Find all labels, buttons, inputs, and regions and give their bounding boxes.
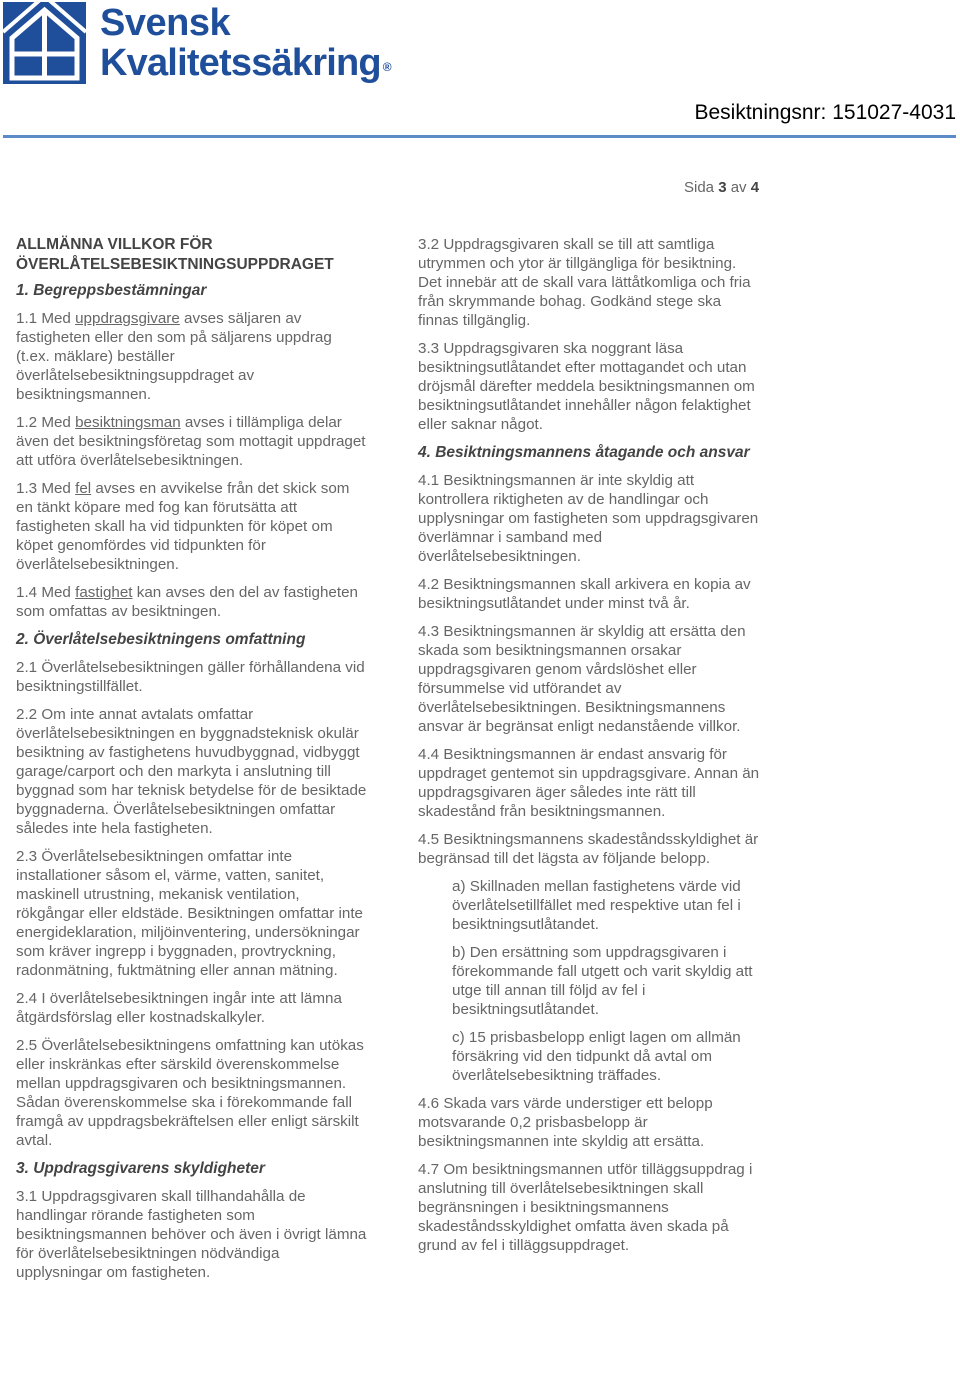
page-current: 3 <box>718 179 727 196</box>
clause-text: avses säljaren av fastigheten eller den som på säljarens uppdrag (t.ex. mäklare) beställer överlåtelsebesiktningsuppdraget av besiktningsmannen. <box>16 310 332 403</box>
clause-text: 1.3 Med <box>16 480 76 497</box>
clause-3-1: 3.1 Uppdragsgivaren skall tillhandahålla de handlingar rörande fastigheten som besiktningsmannen behöver och även i övrigt lämna för överlåtelsebesiktningen nödvändiga upplysningar om fastigheten. <box>16 1188 367 1281</box>
term: uppdragsgivare <box>75 310 180 327</box>
clause-text: avses en avvikelse från det skick som en tänkt köpare med fog kan förutsätta att fastigheten skall ha vid tidpunkten för köpet om köpet genomfördes vid tidpunkten för överlåtelsebesiktningen. <box>16 480 350 573</box>
clause-4-2: 4.2 Besiktningsmannen skall arkivera en kopia av besiktningsutlåtandet under minst två år. <box>418 576 751 612</box>
clause-4-5: 4.5 Besiktningsmannens skadeståndsskyldighet är begränsad till det lägsta av följande belopp. <box>418 831 759 867</box>
clause-text: 1.4 Med <box>16 584 76 601</box>
section-heading-3: 3. Uppdragsgivarens skyldigheter <box>16 1160 265 1177</box>
clause-3-3: 3.3 Uppdragsgivaren ska noggrant läsa besiktningsutlåtandet efter mottagandet och utan dröjsmål därefter meddela besiktningsmannen om besiktningsutlåtandet innehåller någon felaktighet eller saknar något. <box>418 340 755 433</box>
clause-1-2 <box>16 413 368 470</box>
term: besiktningsman <box>75 414 181 431</box>
clause-1-3 <box>16 479 368 574</box>
page-sep: av <box>730 179 747 196</box>
document-title: ALLMÄNNA VILLKOR FÖR ÖVERLÅTELSEBESIKTNINGSUPPDRAGET <box>16 236 334 273</box>
page-header <box>0 0 960 140</box>
clause-1-4 <box>16 583 368 621</box>
section-heading-4: 4. Besiktningsmannens åtagande och ansvar <box>418 444 750 461</box>
clause-3-2: 3.2 Uppdragsgivaren skall se till att samtliga utrymmen och ytor är tillgängliga för besiktning. Det innebär att de skall vara lättåtkomliga och fria från skrymmande bohag. Godkänd stege ska finnas tillgänglig. <box>418 236 751 329</box>
clause-4-3: 4.3 Besiktningsmannen är skyldig att ersätta den skada som besiktningsmannen orsakar uppdragsgivaren genom vårdslöshet eller försummelse vid utförandet av överlåtelsebesiktningen. Besiktningsmannens ansvar är begränsat enligt nedanstående villkor. <box>418 623 746 735</box>
term: fastighet <box>75 584 133 601</box>
clause-4-6: 4.6 Skada vars värde understiger ett belopp motsvarande 0,2 prisbasbelopp är besiktningsmannen inte skyldig att ersätta. <box>418 1095 713 1150</box>
clause-4-5-c: c) 15 prisbasbelopp enligt lagen om allmän försäkring vid den tidpunkt då avtal om överlåtelsebesiktning träffades. <box>452 1029 741 1084</box>
clause-1-1 <box>16 309 368 404</box>
left-column <box>16 235 368 1291</box>
clause-4-7: 4.7 Om besiktningsmannen utför tilläggsuppdrag i anslutning till överlåtelsebesiktningen skall begränsningen i besiktningsmannens skadeståndsskyldighet omfatta även skada på grund av fel i tilläggsuppdraget. <box>418 1161 753 1254</box>
clause-4-4: 4.4 Besiktningsmannen är endast ansvarig för uppdraget gentemot sin uppdragsgivare. Annan än uppdragsgivaren äger således inte rätt till skadestånd från besiktningsmannen. <box>418 746 760 820</box>
clause-4-5-b: b) Den ersättning som uppdragsgivaren i förekommande fall utgett och varit skyldig att utge till annan till följd av fel i besiktningsutlåtandet. <box>452 944 753 1018</box>
page-total: 4 <box>750 179 760 196</box>
clause-text: avses i tillämpliga delar även det besiktningsföretag som mottagit uppdraget att utföra överlåtelsebesiktningen. <box>16 414 366 469</box>
page-label: Sida <box>684 179 715 196</box>
term: fel <box>75 480 92 497</box>
house-logo-icon <box>3 2 86 84</box>
clause-2-5: 2.5 Överlåtelsebesiktningens omfattning kan utökas eller inskränkas efter särskild överenskommelse mellan uppdragsgivaren och besiktningsmannen. Sådan överenskommelse ska i förekommande fall framgå av uppdragsbekräftelsen eller enligt särskilt avtal. <box>16 1037 364 1149</box>
right-column <box>418 235 764 1264</box>
section-heading-1: 1. Begreppsbestämningar <box>16 282 207 299</box>
header-divider <box>3 135 956 138</box>
section-heading-2: 2. Överlåtelsebesiktningens omfattning <box>16 631 306 648</box>
clause-2-1: 2.1 Överlåtelsebesiktningen gäller förhållandena vid besiktningstillfället. <box>16 659 365 695</box>
brand-name <box>100 4 389 84</box>
registered-mark: ® <box>382 60 391 74</box>
clause-4-5-a: a) Skillnaden mellan fastighetens värde vid överlåtelsetillfället med respektive utan fel i besiktningsutlåtandet. <box>452 878 741 933</box>
brand-line-2-text: Kvalitetssäkring <box>100 42 381 84</box>
clause-text: 1.2 Med <box>16 414 76 431</box>
inspection-number: Besiktningsnr: 151027-4031 <box>694 101 956 124</box>
clause-text: 1.1 Med <box>16 310 76 327</box>
page-number <box>684 179 759 196</box>
clause-2-4: 2.4 I överlåtelsebesiktningen ingår inte att lämna åtgärdsförslag eller kostnadskalkyler. <box>16 990 342 1026</box>
brand-line-1: Svensk <box>100 2 231 44</box>
clause-2-3: 2.3 Överlåtelsebesiktningen omfattar inte installationer såsom el, värme, vatten, sanitet, maskinell utrustning, mekanisk ventilation, rökgångar eller eldstäde. Besiktningen omfattar inte energideklaration, miljöinventering, undersökningar som kräver ingrepp i byggnaden, provtryckning, radonmätning, fuktmätning eller annan mätning. <box>16 848 363 979</box>
clause-text: kan avses den del av fastigheten som omfattas av besiktningen. <box>16 584 358 620</box>
clause-4-1: 4.1 Besiktningsmannen är inte skyldig att kontrollera riktigheten av de handlingar och upplysningar om fastigheten som uppdragsgivaren överlämnar i samband med överlåtelsebesiktningen. <box>418 472 759 565</box>
clause-2-2: 2.2 Om inte annat avtalats omfattar överlåtelsebesiktningen en byggnadsteknisk okulär besiktning av fastighetens huvudbyggnad, vidbyggt garage/carport och den markyta i anslutning till byggnad som har teknisk betydelse för de besiktade byggnaderna. Överlåtelsebesiktningen omfattar således inte hela fastigheten. <box>16 706 367 837</box>
brand-line-2 <box>100 42 389 84</box>
